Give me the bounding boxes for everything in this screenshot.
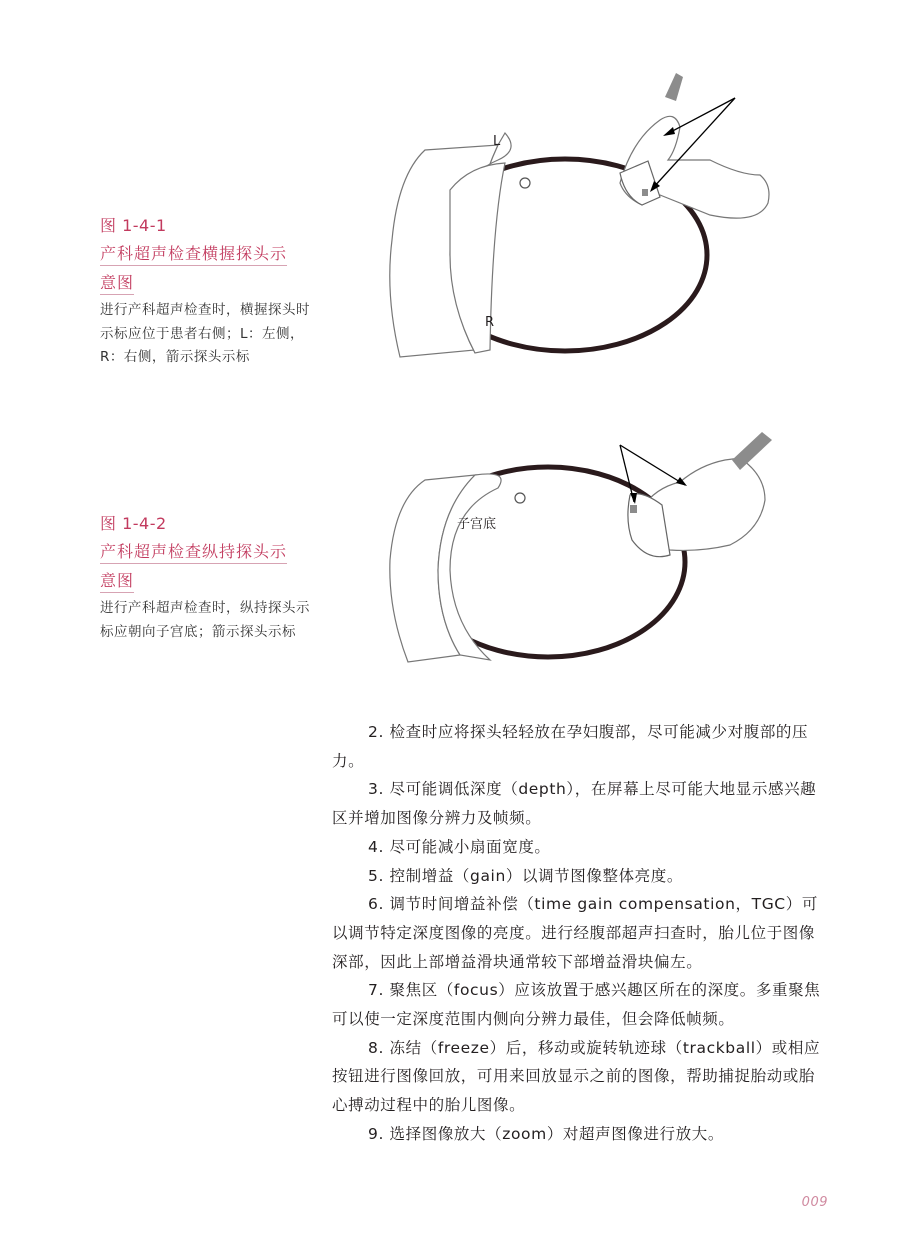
figure-2-illustration [380, 420, 800, 680]
navel-marker [515, 493, 525, 503]
figure-2-title-line2: 意图 [100, 571, 135, 590]
arrow-line-1 [620, 445, 685, 485]
probe-marker [630, 505, 637, 513]
figure-2-title [100, 537, 310, 595]
figure-2-title-line1: 产科超声检查纵持探头示 [100, 542, 288, 561]
figure-1-number: 图 1-4-1 [100, 216, 167, 235]
paragraph-6: 6. 调节时间增益补偿（time gain compensation，TGC）可以调节特定深度图像的亮度。进行经腹部超声扫查时，胎儿位于图像深部，因此上部增益滑块通常较下部增益滑块偏左。 [332, 895, 818, 971]
figure-2-description: 进行产科超声检查时，纵持探头示标应朝向子宫底；箭示探头示标 [100, 600, 310, 640]
figure-2-caption [100, 511, 310, 644]
page-number: 009 [801, 1195, 828, 1210]
body-text [332, 718, 830, 1149]
paragraph-4: 4. 尽可能减小扇面宽度。 [368, 837, 551, 856]
label-left: L [493, 134, 501, 149]
probe-tip-icon [732, 432, 772, 470]
probe-tip-icon [665, 73, 683, 101]
label-right: R [485, 315, 495, 330]
navel-marker [520, 178, 530, 188]
arrow-line-1 [665, 98, 735, 135]
label-fundus: 子宫底 [457, 517, 497, 532]
figure-1-title [100, 239, 310, 297]
figure-2-number: 图 1-4-2 [100, 514, 167, 533]
paragraph-8: 8. 冻结（freeze）后，移动或旋转轨迹球（trackball）或相应按钮进行图像回放，可用来回放显示之前的图像，帮助捕捉胎动或胎心搏动过程中的胎儿图像。 [332, 1038, 821, 1115]
figure-1-title-line2: 意图 [100, 273, 135, 292]
figure-1-caption [100, 213, 310, 370]
probe-marker [642, 189, 648, 196]
paragraph-3: 3. 尽可能调低深度（depth），在屏幕上尽可能大地显示感兴趣区并增加图像分辨力及帧频。 [332, 780, 817, 828]
paragraph-9: 9. 选择图像放大（zoom）对超声图像进行放大。 [368, 1124, 724, 1143]
figure-1-illustration [380, 65, 800, 365]
paragraph-7: 7. 聚焦区（focus）应该放置于感兴趣区所在的深度。多重聚焦可以使一定深度范围内侧向分辨力最佳，但会降低帧频。 [332, 981, 821, 1029]
figure-1-description: 进行产科超声检查时，横握探头时示标应位于患者右侧；L：左侧，R：右侧，箭示探头示标 [100, 302, 310, 365]
figure-1-title-line1: 产科超声检查横握探头示 [100, 244, 288, 263]
paragraph-5: 5. 控制增益（gain）以调节图像整体亮度。 [368, 866, 683, 885]
paragraph-2: 2. 检查时应将探头轻轻放在孕妇腹部，尽可能减少对腹部的压力。 [332, 723, 809, 770]
